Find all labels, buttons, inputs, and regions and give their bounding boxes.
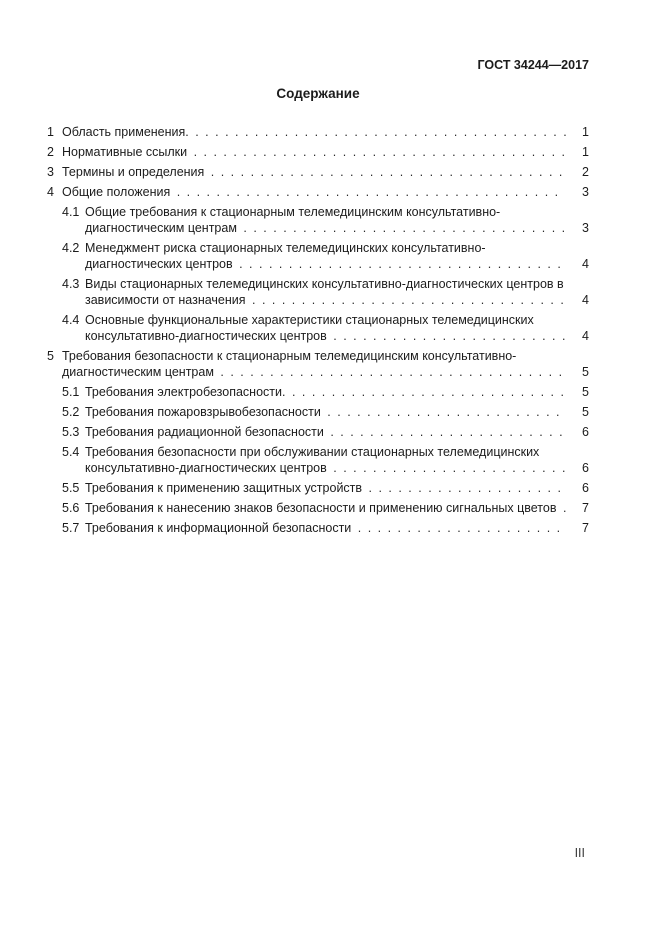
toc-entry-title: Требования к нанесению знаков безопасности и применению сигнальных цветов — [85, 501, 557, 515]
toc-entry-body — [62, 184, 589, 200]
toc-entry-page: 7 — [582, 501, 589, 515]
toc-entry-title: Менеджмент риска стационарных телемедицинских консультативно-диагностических центров — [85, 241, 486, 271]
toc-entry — [47, 444, 589, 476]
toc-entry-body — [62, 124, 589, 140]
toc-entry-title: Виды стационарных телемедицинских консультативно-диагностических центров в зависимости от назначения — [85, 277, 564, 307]
toc-entry — [47, 276, 589, 308]
toc-entry-number: 5.3 — [62, 425, 80, 439]
toc-entry-page: 1 — [582, 125, 589, 139]
toc-entry — [47, 184, 589, 200]
toc-entry — [47, 144, 589, 160]
toc-entry-title: Требования электробезопасности. — [85, 385, 286, 399]
toc-entry-body — [85, 384, 589, 400]
toc-entry-number: 5.7 — [62, 521, 80, 535]
toc-entry-title: Общие положения — [62, 185, 171, 199]
toc-entry-page: 6 — [582, 461, 589, 475]
toc-entry-number: 5 — [47, 349, 54, 363]
toc-entry-title: Область применения. — [62, 125, 189, 139]
page-title: Содержание — [276, 86, 360, 101]
toc-dot-leader: . . . . . . . . . . . . . . . . . . . . . . . . . . . . . . . . . — [232, 257, 561, 271]
toc-entry — [47, 404, 589, 420]
toc-entry-page: 5 — [582, 385, 589, 399]
toc-entry-title: Общие требования к стационарным телемедицинским консультативно-диагностическим центрам — [85, 205, 501, 235]
toc-entry-number: 1 — [47, 125, 54, 139]
toc-entry-number: 5.2 — [62, 405, 80, 419]
toc-entry-body — [85, 312, 589, 344]
toc-entry-body — [85, 240, 589, 272]
standard-code: ГОСТ 34244—2017 — [477, 58, 589, 72]
toc-entry-body — [62, 164, 589, 180]
toc-entry — [47, 204, 589, 236]
toc-dot-leader: . . . . . . . . . . . . . . . . . . . . . . . . . . . . — [285, 385, 564, 399]
page-content — [47, 58, 589, 540]
toc-entry — [47, 480, 589, 496]
toc-dot-leader: . . . . . . . . . . . . . . . . . . . . . . . . . . . . . . . . . . . . . . — [188, 125, 567, 139]
toc-entry-body — [85, 424, 589, 440]
toc-dot-leader: . . . . . . . . . . . . . . . . . . . . . . . . . . . . . . . . . . . . — [204, 165, 563, 179]
toc-entry-number: 5.1 — [62, 385, 80, 399]
toc-dot-leader: . . . . . . . . . . . . . . . . . . . . . . . . . . . . . . . . . . . — [213, 365, 563, 379]
toc-entry-body — [62, 144, 589, 160]
toc-dot-leader: . . . . . . . . . . . . . . . . . . . . . . . . . . . . . . . . . — [236, 221, 566, 235]
toc-entry-title: Требования к применению защитных устройств — [85, 481, 363, 495]
toc-entry — [47, 384, 589, 400]
toc-entry-title: Требования безопасности при обслуживании стационарных телемедицинских консультативно-диагностических центров — [85, 445, 540, 475]
page-number: III — [574, 846, 585, 860]
toc-dot-leader: . . . . . . . . . . . . . . . . . . . . . . . . — [326, 461, 566, 475]
toc-entry-body — [85, 204, 589, 236]
toc-entry-number: 3 — [47, 165, 54, 179]
toc-entry-title: Требования пожаровзрывобезопасности — [85, 405, 321, 419]
toc-entry-page: 1 — [582, 145, 589, 159]
toc-entry-title: Требования безопасности к стационарным телемедицинским консультативно-диагностическим центрам — [62, 349, 517, 379]
toc-entry-title: Требования к информационной безопасности — [85, 521, 352, 535]
toc-entry-page: 4 — [582, 257, 589, 271]
toc-entry — [47, 124, 589, 140]
toc-entry-number: 4.1 — [62, 205, 80, 219]
toc-entry-number: 2 — [47, 145, 54, 159]
toc-entry-title: Основные функциональные характеристики стационарных телемедицинских консультативно-диагностических центров — [85, 313, 534, 343]
toc-entry-body — [85, 480, 589, 496]
toc-dot-leader: . . . . . . . . . . . . . . . . . . . . . . . . — [326, 329, 566, 343]
toc-dot-leader: . . . . . . . . . . . . . . . . . . . . . . . . . . . . . . . . — [245, 293, 564, 307]
toc-entry-page: 4 — [582, 329, 589, 343]
toc-dot-leader: . . . . . . . . . . . . . . . . . . . . . — [351, 521, 561, 535]
toc-entry-body — [62, 348, 589, 380]
toc-dot-leader: . . . . . . . . . . . . . . . . . . . . . . . . — [323, 425, 563, 439]
toc-entry — [47, 348, 589, 380]
toc-entry — [47, 424, 589, 440]
toc-entry-number: 5.4 — [62, 445, 80, 459]
table-of-contents — [47, 124, 589, 536]
toc-dot-leader: . — [556, 501, 567, 515]
toc-dot-leader: . . . . . . . . . . . . . . . . . . . . . . . . . . . . . . . . . . . . . . — [187, 145, 566, 159]
toc-entry-body — [85, 276, 589, 308]
toc-entry — [47, 312, 589, 344]
toc-entry-title: Нормативные ссылки — [62, 145, 188, 159]
toc-entry — [47, 240, 589, 272]
toc-entry-page: 3 — [582, 185, 589, 199]
toc-entry-page: 3 — [582, 221, 589, 235]
toc-entry-page: 5 — [582, 405, 589, 419]
toc-dot-leader: . . . . . . . . . . . . . . . . . . . . — [362, 481, 561, 495]
toc-entry-body — [85, 404, 589, 420]
toc-entry-page: 4 — [582, 293, 589, 307]
toc-entry-page: 5 — [582, 365, 589, 379]
toc-entry-number: 4.4 — [62, 313, 80, 327]
toc-entry — [47, 520, 589, 536]
toc-dot-leader: . . . . . . . . . . . . . . . . . . . . . . . . . . . . . . . . . . . . . . . — [170, 185, 559, 199]
toc-entry — [47, 164, 589, 180]
toc-entry-number: 5.6 — [62, 501, 80, 515]
toc-entry-page: 2 — [582, 165, 589, 179]
toc-entry — [47, 500, 589, 516]
toc-entry-body — [85, 520, 589, 536]
toc-entry-page: 6 — [582, 425, 589, 439]
toc-entry-page: 7 — [582, 521, 589, 535]
toc-entry-number: 4 — [47, 185, 54, 199]
toc-entry-title: Термины и определения — [62, 165, 205, 179]
toc-dot-leader: . . . . . . . . . . . . . . . . . . . . . . . . — [320, 405, 560, 419]
toc-entry-number: 4.2 — [62, 241, 80, 255]
toc-entry-title: Требования радиационной безопасности — [85, 425, 324, 439]
toc-entry-number: 4.3 — [62, 277, 80, 291]
toc-entry-page: 6 — [582, 481, 589, 495]
toc-entry-number: 5.5 — [62, 481, 80, 495]
toc-entry-body — [85, 444, 589, 476]
toc-entry-body — [85, 500, 589, 516]
